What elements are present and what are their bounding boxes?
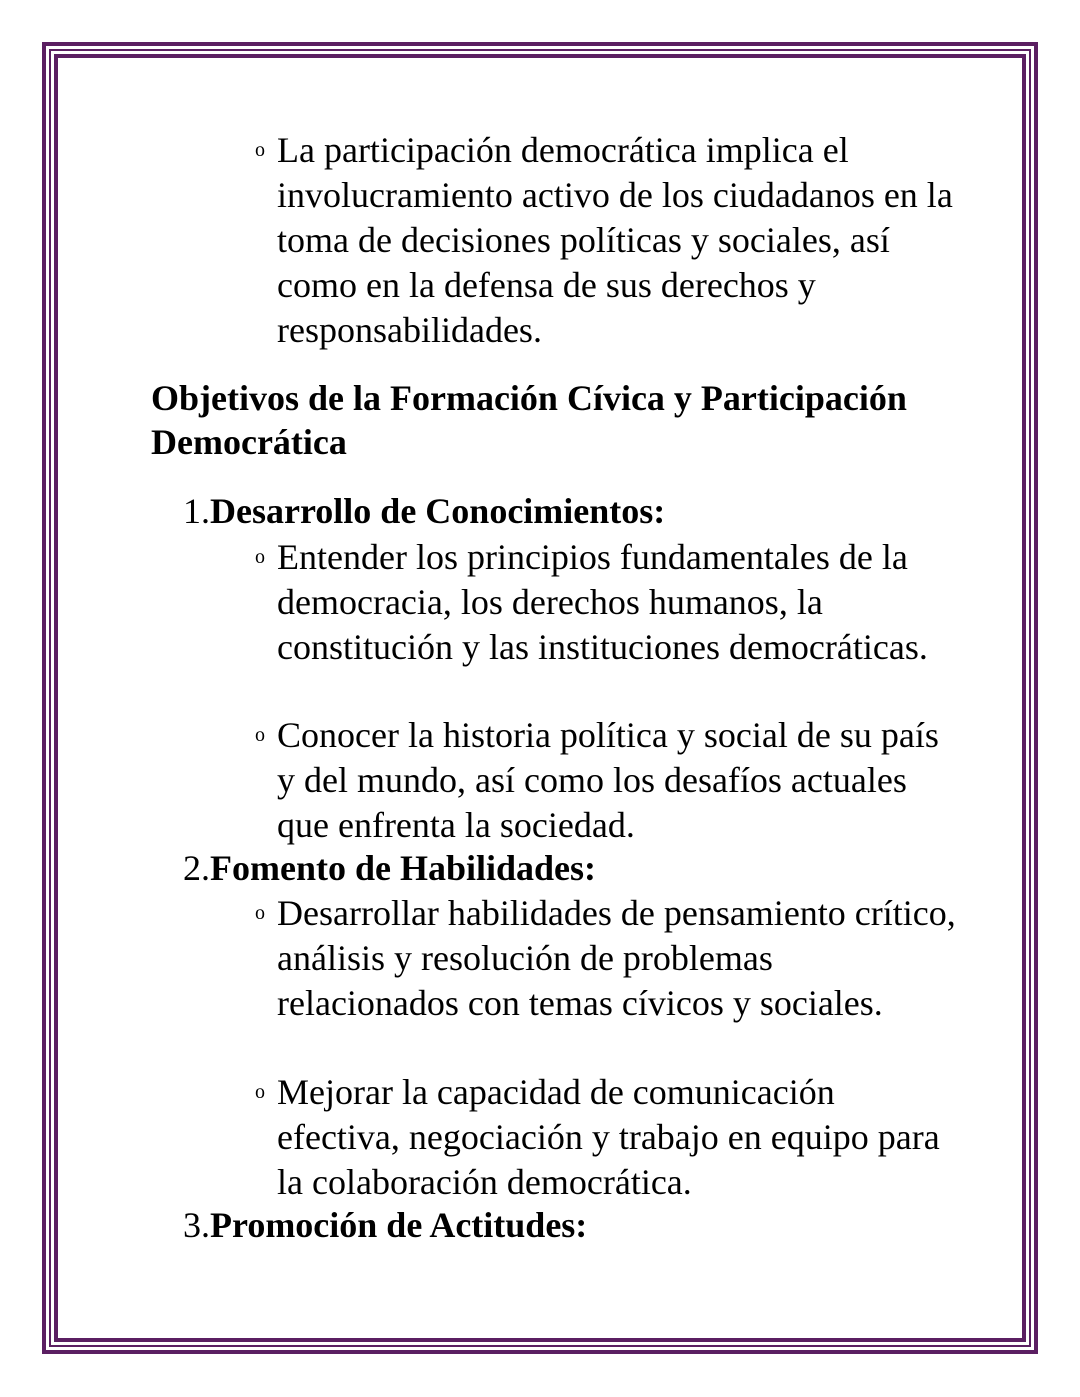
bullet-marker-icon: o [255,139,265,161]
objective-2-number: 2. [183,848,210,888]
bullet-marker-icon: o [255,724,265,746]
objective-1-title: Desarrollo de Conocimientos: [210,491,666,531]
objective-3-heading [183,1203,587,1248]
objective-1-bullet-1: Entender los principios fundamentales de la democracia, los derechos humanos, la constitución y las instituciones democráticas. [277,537,928,667]
objective-1-number: 1. [183,491,210,531]
objective-1-heading [183,489,665,534]
objective-2-title: Fomento de Habilidades: [210,848,597,888]
objective-1-bullet-2: Conocer la historia política y social de su país y del mundo, así como los desafíos actuales que enfrenta la sociedad. [277,715,939,845]
bullet-marker-icon: o [255,1081,265,1103]
objective-2-bullet-2: Mejorar la capacidad de comunicación efectiva, negociación y trabajo en equipo para la colaboración democrática. [277,1072,940,1202]
bullet-marker-icon: o [255,902,265,924]
intro-bullet-text: La participación democrática implica el involucramiento activo de los ciudadanos en la toma de decisiones políticas y sociales, así como en la defensa de sus derechos y responsabilidades. [277,130,953,350]
objective-2-bullet-1: Desarrollar habilidades de pensamiento crítico, análisis y resolución de problemas relacionados con temas cívicos y sociales. [277,893,956,1023]
objective-3-title: Promoción de Actitudes: [210,1205,588,1245]
bullet-marker-icon: o [255,546,265,568]
section-heading: Objetivos de la Formación Cívica y Participación Democrática [151,378,907,462]
objective-3-number: 3. [183,1205,210,1245]
objective-2-heading [183,846,596,891]
